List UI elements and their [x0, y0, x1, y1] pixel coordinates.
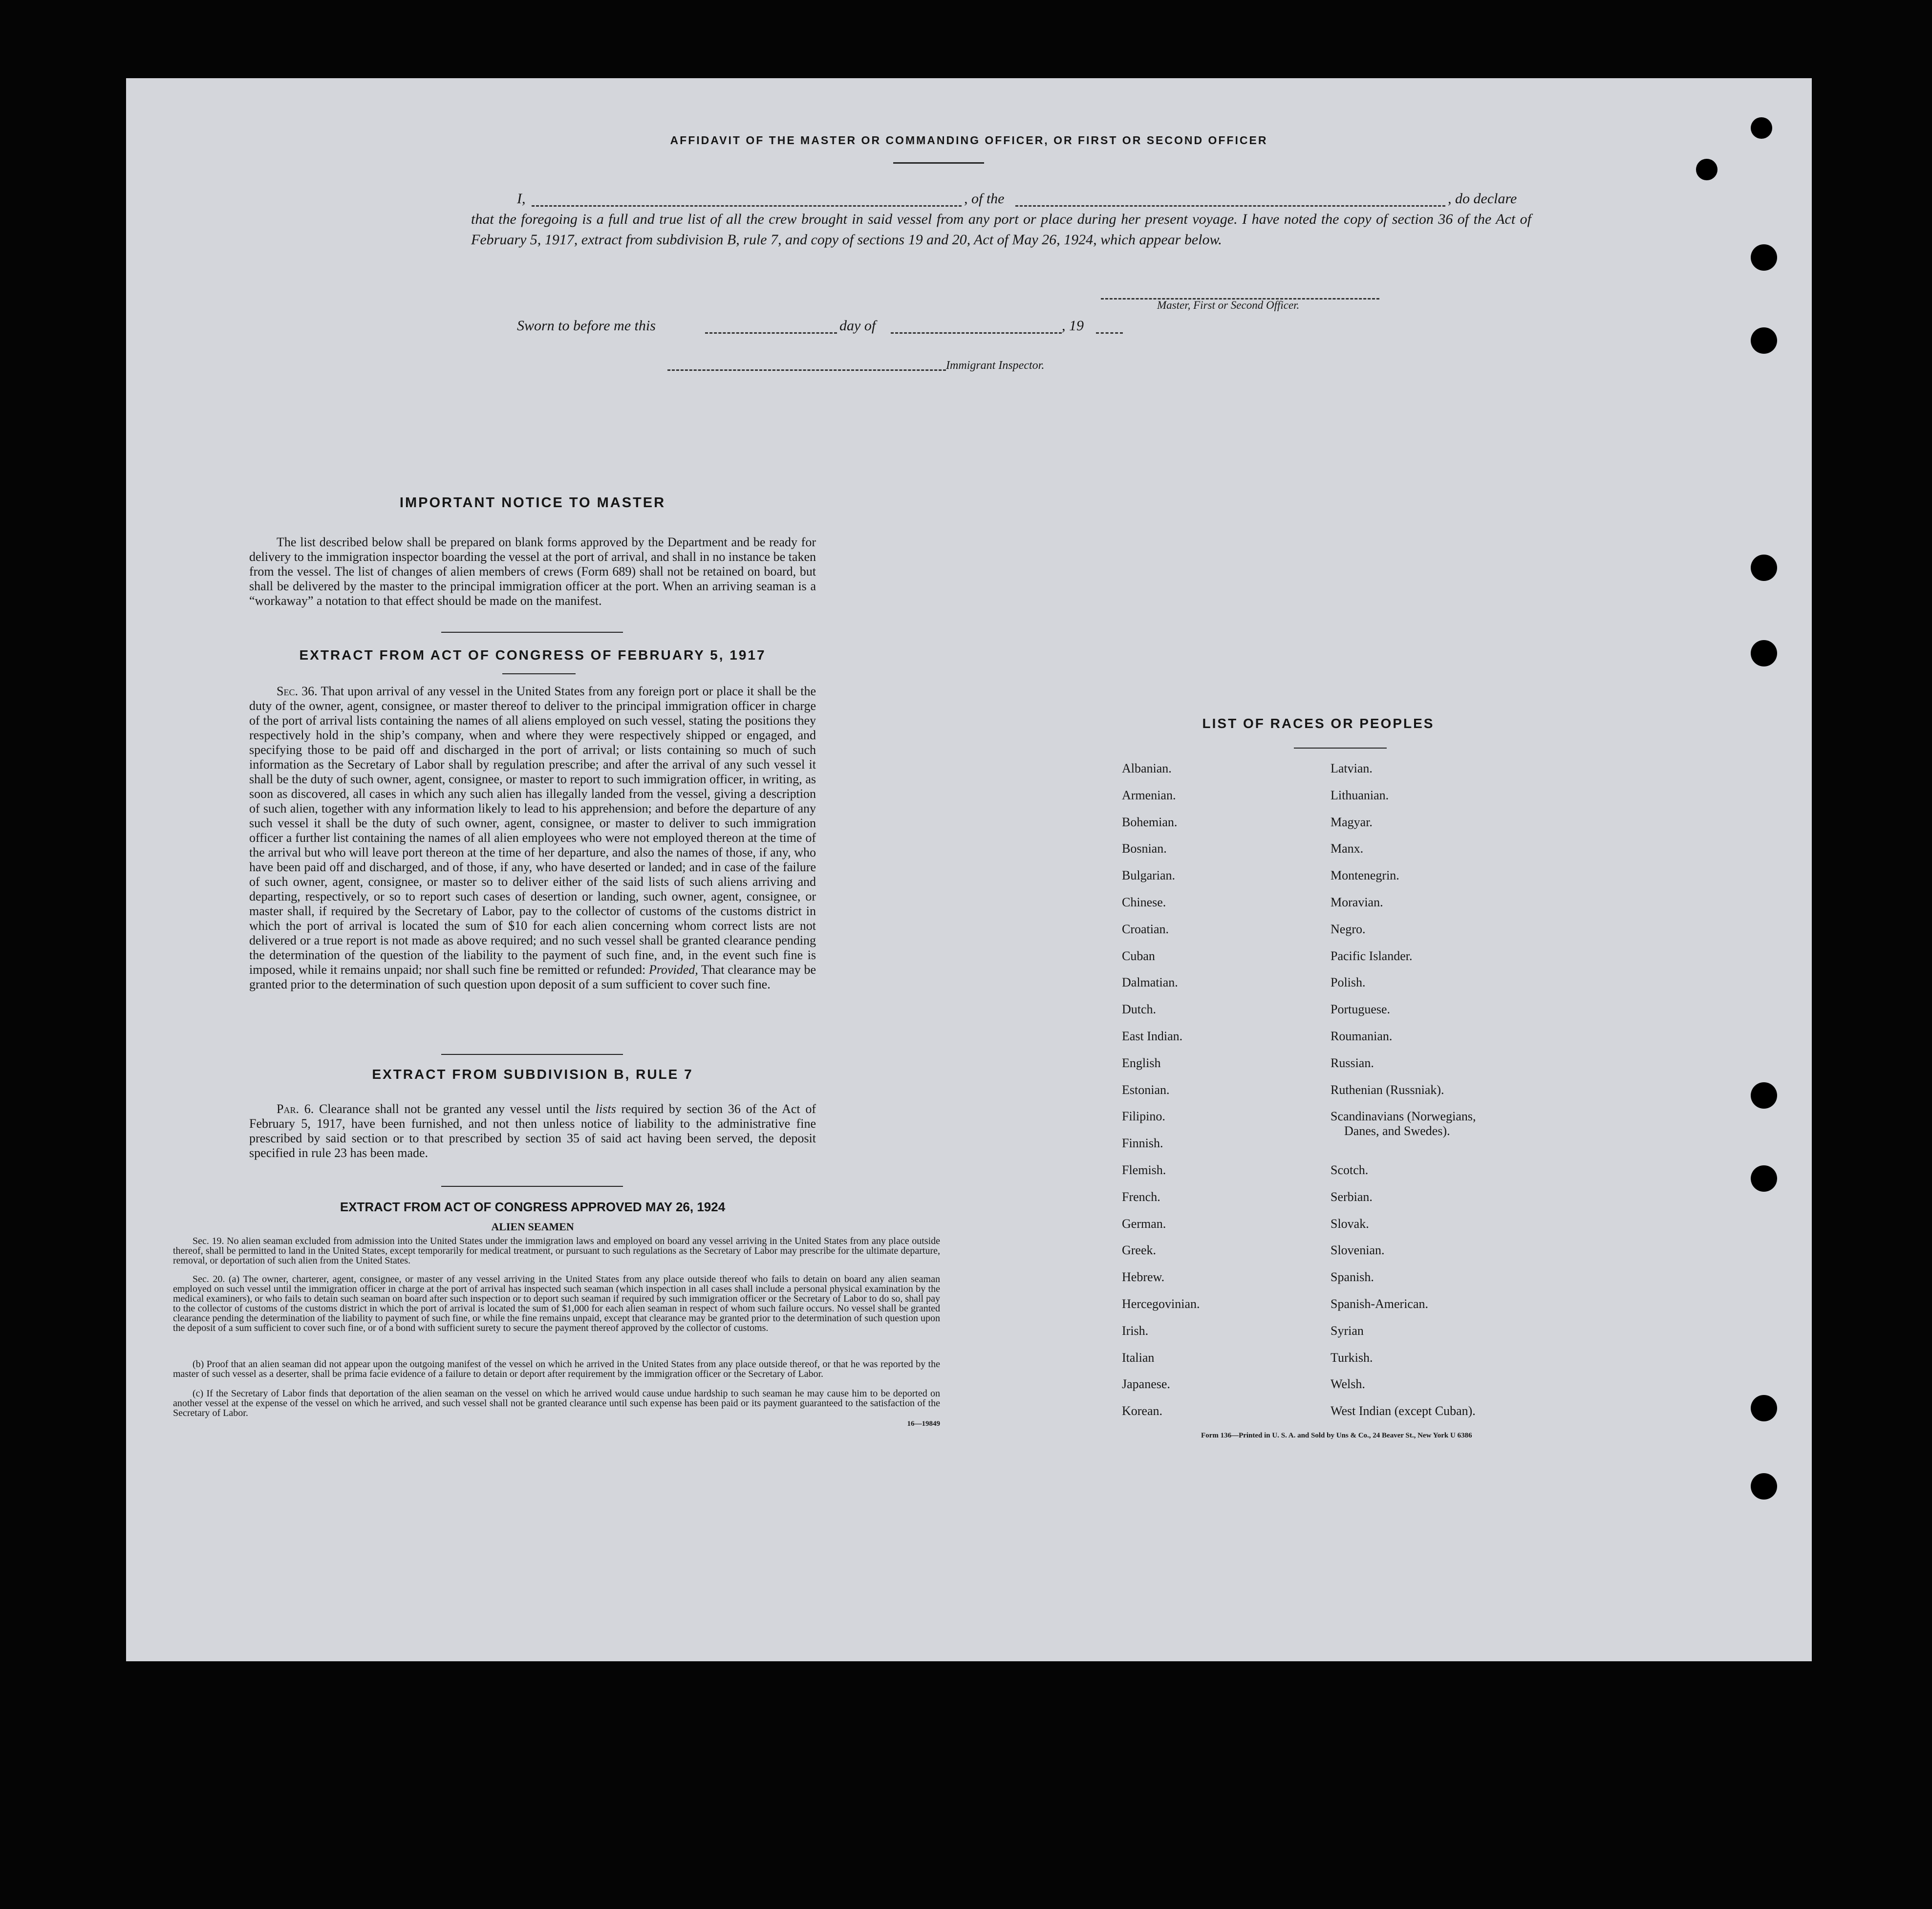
sworn-day-blank [705, 332, 837, 334]
name-blank [532, 205, 962, 207]
notice-title: IMPORTANT NOTICE TO MASTER [399, 495, 666, 511]
extract-1924-sec20c: (c) If the Secretary of Labor finds that deportation of the alien seaman on the vessel on which he arrived would cause undue hardship to such seaman he may cause him to be deported on another vessel at the expense of the vessel on which he arrived, and such vessel shall not be granted clearance until such expense has been paid or its payment guaranteed to the satisfaction of the Secretary of Labor. [173, 1388, 940, 1418]
provided-term: Provided, [648, 963, 698, 977]
race-item: German. [1122, 1217, 1166, 1231]
race-item: Dalmatian. [1122, 975, 1178, 989]
divider [441, 1186, 623, 1187]
rule7-title: EXTRACT FROM SUBDIVISION B, RULE 7 [372, 1067, 693, 1082]
notice-body: The list described below shall be prepared on blank forms approved by the Department and be ready for delivery to the immigration inspector boarding the vessel at the port of arrival, and shall in no instance be taken from the vessel. The list of changes of alien members of crews (Form 689) shall not be retained on board, but shall be delivered by the master to the principal immigration officer at the port. When an arriving seaman is a “workaway” a notation to that effect should be made on the manifest. [249, 535, 816, 608]
affidavit-title: AFFIDAVIT OF THE MASTER OR COMMANDING OFFICER, OR FIRST OR SECOND OFFICER [670, 134, 1268, 147]
race-item: Ruthenian (Russniak). [1331, 1083, 1444, 1097]
race-item: Roumanian. [1331, 1029, 1393, 1043]
race-item: Montenegrin. [1331, 868, 1399, 882]
binder-hole [1696, 159, 1717, 180]
affidavit-first-line [517, 191, 1531, 210]
paragraph-label: Par. 6. [277, 1102, 314, 1116]
race-item: Armenian. [1122, 788, 1176, 802]
rule7-body [249, 1102, 816, 1160]
document-page [126, 78, 1812, 1661]
race-item-continuation: Danes, and Swedes). [1344, 1124, 1450, 1138]
divider [441, 1054, 623, 1055]
race-item: Chinese. [1122, 895, 1166, 909]
vessel-blank [1015, 205, 1445, 207]
race-item: Korean. [1122, 1404, 1163, 1418]
affidavit-declare-label: , do declare [1448, 191, 1517, 207]
race-item: Manx. [1331, 841, 1364, 856]
binder-hole [1751, 117, 1772, 139]
affidavit-of-the-label: , of the [964, 191, 1005, 207]
document-code: 16—19849 [907, 1420, 940, 1428]
race-item: Welsh. [1331, 1377, 1365, 1391]
race-item: Irish. [1122, 1324, 1149, 1338]
binder-hole [1751, 244, 1777, 271]
binder-hole [1751, 555, 1777, 581]
race-item: Portuguese. [1331, 1002, 1391, 1016]
extract-1924-title: EXTRACT FROM ACT OF CONGRESS APPROVED MAY 26, 1924 [340, 1200, 726, 1214]
binder-hole [1751, 1395, 1777, 1421]
race-item: Pacific Islander. [1331, 949, 1413, 963]
binder-hole [1751, 1082, 1777, 1109]
race-item: Russian. [1331, 1056, 1374, 1070]
race-item: East Indian. [1122, 1029, 1183, 1043]
title-rule [1294, 748, 1387, 749]
extract-1924-sec20a: Sec. 20. (a) The owner, charterer, agent, consignee, or master of any vessel arriving in the United States from any place outside thereof who fails to detain on board any alien seaman employed on such vessel until the immigration officer in charge at the port of arrival has inspected such seaman (which inspection in all cases shall include a personal physical examination by the medical examiners), or who fails to detain such seaman on board after such inspection or to deport such seaman if required by such immigration officer or the Secretary of Labor to do so, shall pay to the collector of customs of the customs district in which the port of arrival is located the sum of $1,000 for each alien seaman in respect of whom such failure occurs. No vessel shall be granted clearance pending the determination of the liability to payment of such fine, or while the fine remains unpaid, except that clearance may be granted prior to the determination of such question upon the deposit of a sum sufficient to cover such fine, or of a bond with sufficient surety to secure the payment thereof approved by the collector of customs. [173, 1274, 940, 1333]
binder-hole [1751, 327, 1777, 354]
title-rule [893, 162, 984, 164]
race-item: Magyar. [1331, 815, 1373, 829]
form-footnote: Form 136—Printed in U. S. A. and Sold by Uns & Co., 24 Beaver St., New York U 6386 [1201, 1432, 1472, 1439]
race-item: Japanese. [1122, 1377, 1170, 1391]
race-item: Moravian. [1331, 895, 1383, 909]
race-item: Scandinavians (Norwegians, [1331, 1109, 1476, 1123]
extract-1917-body [249, 684, 816, 992]
sworn-prefix: Sworn to before me this [517, 318, 656, 334]
race-item: Croatian. [1122, 922, 1169, 936]
race-item: Dutch. [1122, 1002, 1157, 1016]
race-item: Latvian. [1331, 761, 1373, 775]
race-item: Serbian. [1331, 1190, 1373, 1204]
race-item: Italian [1122, 1351, 1155, 1365]
race-item: Hercegovinian. [1122, 1297, 1200, 1311]
sworn-month-blank [891, 332, 1062, 334]
race-item: Flemish. [1122, 1163, 1166, 1177]
race-item: Lithuanian. [1331, 788, 1389, 802]
binder-hole [1751, 640, 1777, 666]
race-item: Greek. [1122, 1243, 1157, 1257]
extract-1917-title: EXTRACT FROM ACT OF CONGRESS OF FEBRUARY 5, 1917 [299, 647, 766, 663]
inspector-caption: Immigrant Inspector. [946, 359, 1045, 372]
race-item: Cuban [1122, 949, 1155, 963]
race-item: Slovak. [1331, 1217, 1369, 1231]
race-item: Filipino. [1122, 1109, 1165, 1123]
race-item: French. [1122, 1190, 1160, 1204]
extract-1924-sec19: Sec. 19. No alien seaman excluded from admission into the United States under the immigration laws and employed on board any vessel arriving in the United States from any place outside thereof, shall be permitted to land in the United States, except temporarily for medical treatment, or pursuant to such regulations as the Secretary of Labor may prescribe for the ultimate departure, removal, or deportation of such alien from the United States. [173, 1236, 940, 1266]
section-text-end: That clearance may be granted prior to the determination of such question upon deposit of a sum sufficient to cover such fine. [249, 963, 816, 991]
paragraph-text: Clearance shall not be granted any vessel until the [319, 1102, 591, 1116]
extract-1924-sec20b: (b) Proof that an alien seaman did not appear upon the outgoing manifest of the vessel on which he arrived in the United States from any place outside thereof, or that he was reported by the master of such vessel as a deserter, shall be prima facie evidence of a failure to detain or deport after requirement by the immigration officer or the Secretary of Labor. [173, 1359, 940, 1379]
race-item: Bohemian. [1122, 815, 1178, 829]
affidavit-i-label: I, [517, 191, 526, 207]
race-item: Slovenian. [1331, 1243, 1385, 1257]
race-item: Bulgarian. [1122, 868, 1176, 882]
race-item: Estonian. [1122, 1083, 1170, 1097]
sworn-year: , 19 [1062, 318, 1084, 334]
inspector-blank [667, 369, 946, 371]
race-item: Spanish. [1331, 1270, 1374, 1284]
binder-hole [1751, 1473, 1777, 1500]
race-item: West Indian (except Cuban). [1331, 1404, 1476, 1418]
race-item: Turkish. [1331, 1351, 1373, 1365]
race-item: Finnish. [1122, 1136, 1163, 1150]
race-item: Syrian [1331, 1324, 1364, 1338]
title-rule [502, 673, 576, 674]
signature-caption: Master, First or Second Officer. [1157, 299, 1300, 311]
race-item: Polish. [1331, 975, 1366, 989]
affidavit-body: that the foregoing is a full and true list of all the crew brought in said vessel from any port or place during her present voyage. I have noted the copy of section 36 of the Act of February 5, 1917, extract from subdivision B, rule 7, and copy of sections 19 and 20, Act of May 26, 1924, which appear below. [471, 211, 1531, 248]
section-label: Sec. 36. [277, 684, 318, 698]
race-item: Hebrew. [1122, 1270, 1165, 1284]
race-item: Spanish-American. [1331, 1297, 1429, 1311]
races-right-column [1331, 761, 1633, 1504]
race-item: Albanian. [1122, 761, 1172, 775]
race-item: Negro. [1331, 922, 1366, 936]
race-item: English [1122, 1056, 1161, 1070]
binder-hole [1751, 1165, 1777, 1192]
races-left-column [1122, 761, 1317, 1504]
lists-term: lists [595, 1102, 616, 1116]
section-text: That upon arrival of any vessel in the United States from any foreign port or place it shall be the duty of the owner, agent, consignee, or master thereof to deliver to the principal immigration officer in charge of the port of arrival lists containing the names of all aliens employed on such vessel, stating the positions they respectively hold in the ship’s company, when and where they were respectively shipped or engaged, and specifying those to be paid off and discharged in the port of arrival; or lists containing so much of such information as the Secretary of Labor shall by regulation prescribe; and after the arrival of any such vessel it shall be the duty of such owner, agent, consignee, or master to report to such immigration officer, in writing, as soon as discovered, all cases in which any such alien has illegally landed from the vessel, giving a description of such alien, together with any information likely to lead to his apprehension; and before the departure of any such vessel it shall be the duty of such owner, agent, consignee, or master to deliver to such immigration officer a further list containing the names of all alien employees who were not employed thereon at the time of the arrival but who will leave port thereon at the time of her departure, and also the names of those, if any, who have been paid off and discharged, and of those, if any, who have deserted or landed; and in case of the failure of such owner, agent, consignee, or master so to deliver either of the said lists of such aliens arriving and departing, respectively, or so to report such cases of desertion or landing, such owner, agent, consignee, or master shall, if required by the Secretary of Labor, pay to the collector of customs of the customs district in which the port of arrival is located the sum of $10 for each alien concerning whom correct lists are not delivered or a true report is not made as above required; and no such vessel shall be granted clearance pending the determination of the question of the liability to the payment of such fine, and, in the event such fine is imposed, while it remains unpaid; nor shall such fine be remitted or refunded: [249, 684, 816, 977]
divider [441, 632, 623, 633]
sworn-day-of: day of [839, 318, 876, 334]
races-title: LIST OF RACES OR PEOPLES [1202, 716, 1435, 731]
race-item: Scotch. [1331, 1163, 1369, 1177]
extract-1924-subtitle: ALIEN SEAMEN [491, 1221, 574, 1233]
sworn-line [517, 318, 1152, 337]
sworn-year-blank [1096, 332, 1123, 334]
paragraph-text-end: required by section 36 of the Act of February 5, 1917, have been furnished, and not then unless notice of liability to the administrative fine prescribed by said section or to that prescribed by section 35 of said act having been served, the deposit specified in rule 23 has been made. [249, 1102, 816, 1160]
race-item: Bosnian. [1122, 841, 1167, 856]
